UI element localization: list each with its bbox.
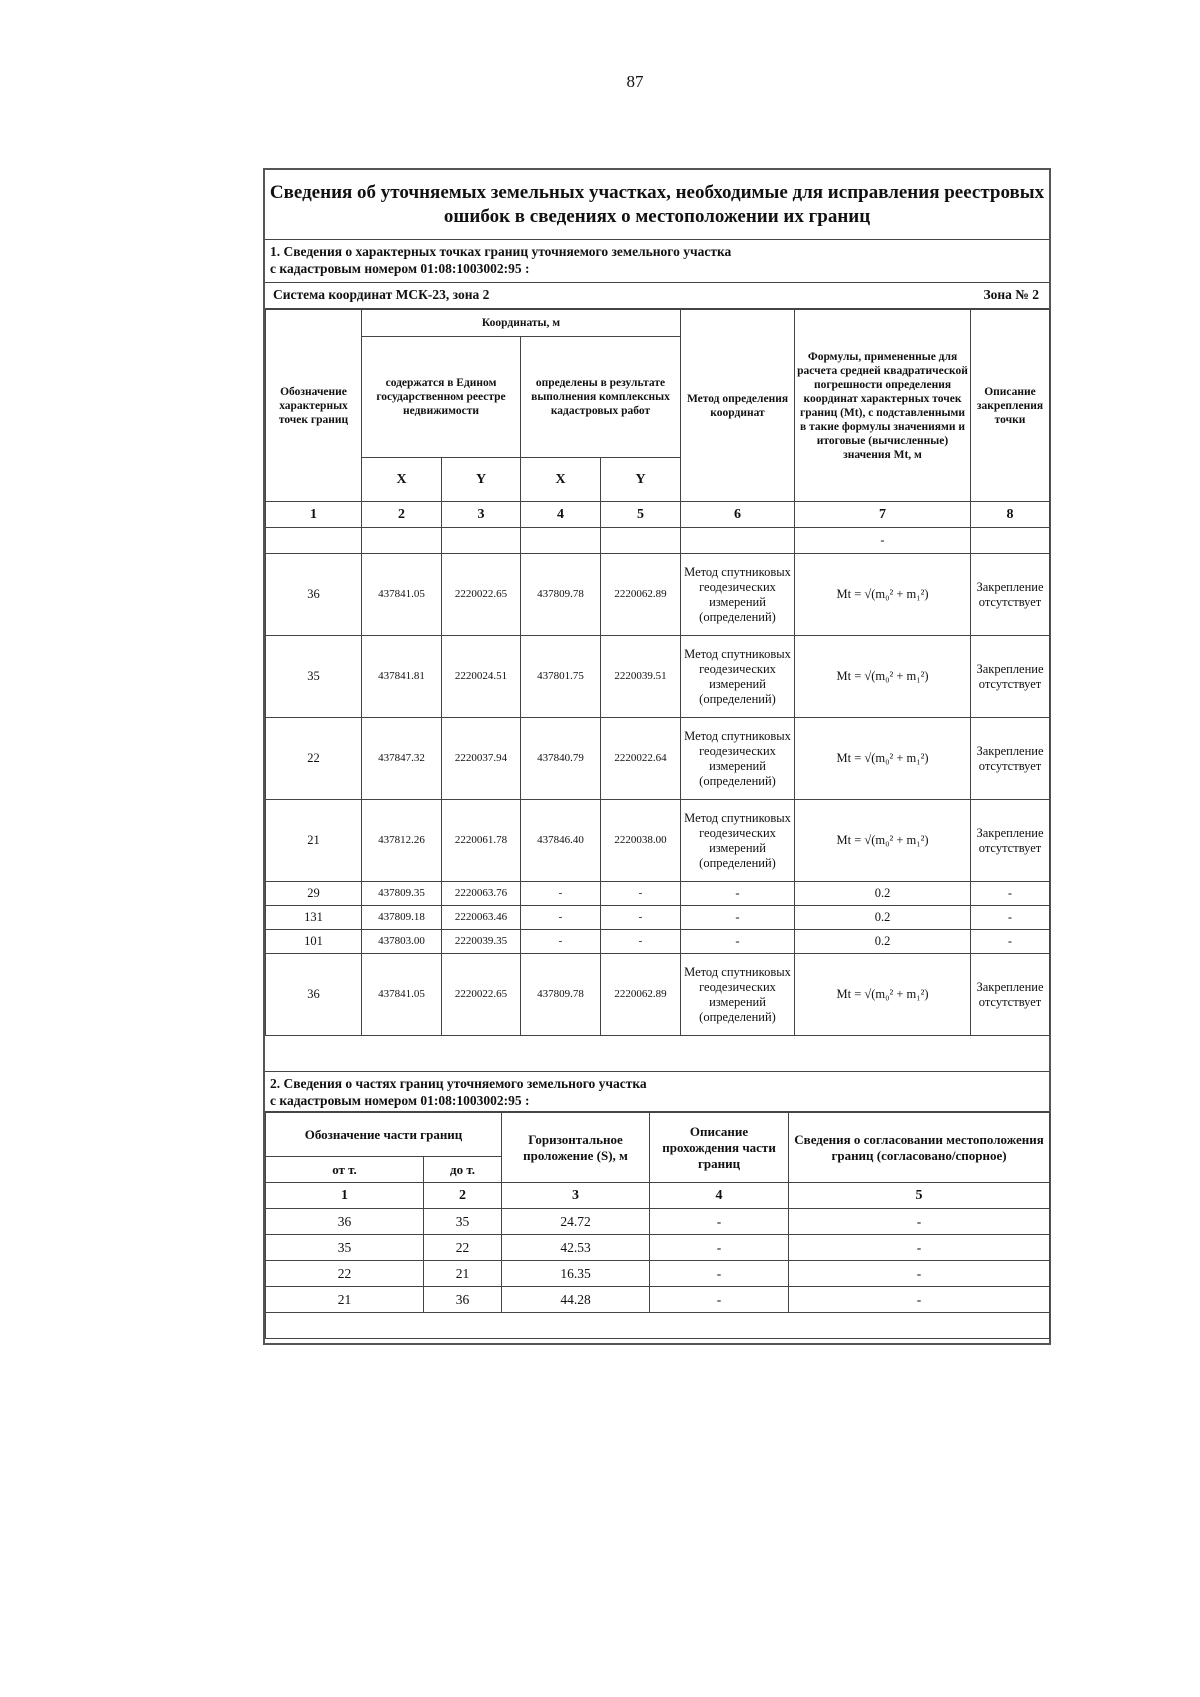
table-cell — [442, 528, 521, 554]
document-title: Сведения об уточняемых земельных участках, необходимые для исправления реестровых ошибок в сведениях о местоположении их границ — [265, 170, 1049, 240]
table-cell — [266, 528, 362, 554]
parts-table-body — [266, 1209, 1050, 1313]
column-number: 6 — [681, 502, 795, 528]
table-cell: 437841.05 — [362, 954, 442, 1036]
table-cell: - — [971, 906, 1050, 930]
document-frame — [263, 168, 1051, 1345]
table-cell: Метод спутниковых геодезических измерений (определений) — [681, 800, 795, 882]
table-cell: 44.28 — [502, 1287, 650, 1313]
table-cell: 0.2 — [795, 930, 971, 954]
column-number: 5 — [601, 502, 681, 528]
header-agreement: Сведения о согласовании местоположения границ (согласовано/спорное) — [789, 1113, 1050, 1183]
table-row — [266, 1235, 1050, 1261]
table-row-empty — [266, 1313, 1050, 1339]
table-cell: Mt = √(m₀² + m₁²) — [795, 954, 971, 1036]
table-cell: - — [971, 882, 1050, 906]
table-cell: 35 — [266, 636, 362, 718]
table-cell: 2220063.46 — [442, 906, 521, 930]
table-cell: - — [789, 1209, 1050, 1235]
header-method: Метод определения координат — [681, 310, 795, 502]
table-cell: 101 — [266, 930, 362, 954]
table-cell: Закрепление отсутствует — [971, 554, 1050, 636]
table-row — [266, 1261, 1050, 1287]
table-cell: 35 — [424, 1209, 502, 1235]
table-row — [266, 554, 1050, 636]
header-determined: определены в результате выполнения комплексных кадастровых работ — [521, 337, 681, 458]
table-row — [266, 906, 1050, 930]
coordinate-system: Система координат МСК-23, зона 2 — [273, 287, 490, 302]
coordinate-system-row — [265, 283, 1049, 309]
header-from: от т. — [266, 1157, 424, 1183]
column-number: 2 — [362, 502, 442, 528]
table-cell: - — [971, 930, 1050, 954]
table-cell: Закрепление отсутствует — [971, 718, 1050, 800]
table-cell: 35 — [266, 1235, 424, 1261]
table-cell: - — [650, 1209, 789, 1235]
table-cell: - — [795, 528, 971, 554]
table-cell: Закрепление отсутствует — [971, 954, 1050, 1036]
header-fixing: Описание закрепления точки — [971, 310, 1050, 502]
table-cell: 21 — [266, 800, 362, 882]
table-cell: Закрепление отсутствует — [971, 636, 1050, 718]
table-cell: - — [521, 906, 601, 930]
table-cell — [601, 528, 681, 554]
table-row — [266, 718, 1050, 800]
table-cell — [266, 1313, 1050, 1339]
table-cell: 29 — [266, 882, 362, 906]
header-y-registry: Y — [442, 458, 521, 502]
table-cell: 2220024.51 — [442, 636, 521, 718]
column-number: 8 — [971, 502, 1050, 528]
page-number: 87 — [626, 72, 644, 91]
table-cell: - — [601, 882, 681, 906]
table-cell: 437803.00 — [362, 930, 442, 954]
table-cell: 437841.81 — [362, 636, 442, 718]
table-cell: 437809.78 — [521, 554, 601, 636]
table-cell: - — [681, 882, 795, 906]
table-cell: Метод спутниковых геодезических измерений (определений) — [681, 718, 795, 800]
table-cell: 437809.35 — [362, 882, 442, 906]
table-cell: 16.35 — [502, 1261, 650, 1287]
column-number: 4 — [650, 1183, 789, 1209]
table-cell: - — [681, 930, 795, 954]
table-cell: 2220039.35 — [442, 930, 521, 954]
table-cell: 437840.79 — [521, 718, 601, 800]
column-number-row — [266, 1183, 1050, 1209]
header-to: до т. — [424, 1157, 502, 1183]
table-cell: Метод спутниковых геодезических измерений (определений) — [681, 954, 795, 1036]
table-cell: 0.2 — [795, 906, 971, 930]
table-cell: Закрепление отсутствует — [971, 800, 1050, 882]
table-cell: 2220022.65 — [442, 954, 521, 1036]
table-cell: 437801.75 — [521, 636, 601, 718]
column-number: 1 — [266, 1183, 424, 1209]
table-cell: 437809.78 — [521, 954, 601, 1036]
zone-label: Зона № 2 — [983, 287, 1039, 302]
table-cell — [362, 528, 442, 554]
header-description: Описание прохождения части границ — [650, 1113, 789, 1183]
column-number: 7 — [795, 502, 971, 528]
section1-heading — [265, 240, 1049, 283]
table-row — [266, 954, 1050, 1036]
table-cell: 36 — [266, 1209, 424, 1235]
column-number: 3 — [502, 1183, 650, 1209]
table-row — [266, 930, 1050, 954]
table-cell: - — [789, 1261, 1050, 1287]
table-cell: 437847.32 — [362, 718, 442, 800]
table-cell: 21 — [424, 1261, 502, 1287]
section2-heading-line1: 2. Сведения о частях границ уточняемого земельного участка — [270, 1076, 647, 1091]
table-cell: 2220039.51 — [601, 636, 681, 718]
table-row — [266, 800, 1050, 882]
table-cell: - — [601, 930, 681, 954]
header-x-registry: X — [362, 458, 442, 502]
parts-table — [265, 1112, 1050, 1339]
table-cell — [681, 528, 795, 554]
table-cell — [971, 528, 1050, 554]
table-row — [266, 636, 1050, 718]
header-part: Обозначение части границ — [266, 1113, 502, 1157]
table-cell: 2220022.65 — [442, 554, 521, 636]
table-cell: 22 — [266, 718, 362, 800]
table-cell: 2220038.00 — [601, 800, 681, 882]
table-cell: 131 — [266, 906, 362, 930]
table-row — [266, 1209, 1050, 1235]
table-cell: - — [789, 1235, 1050, 1261]
section1-heading-line2: с кадастровым номером 01:08:1003002:95 : — [270, 261, 530, 276]
table-cell: - — [650, 1287, 789, 1313]
table-cell: 42.53 — [502, 1235, 650, 1261]
header-coordinates: Координаты, м — [362, 310, 681, 337]
header-point: Обозначение характерных точек границ — [266, 310, 362, 502]
column-number: 4 — [521, 502, 601, 528]
header-x-determined: X — [521, 458, 601, 502]
table-cell: 2220062.89 — [601, 554, 681, 636]
table-cell: 2220061.78 — [442, 800, 521, 882]
column-number-row — [266, 502, 1050, 528]
header-formula: Формулы, примененные для расчета средней квадратической погрешности определения координат характерных точек границ (Mt), с подставленными в такие формулы значениями и итоговые (вычисленные) значения Mt, м — [795, 310, 971, 502]
header-y-determined: Y — [601, 458, 681, 502]
section2-heading — [265, 1071, 1049, 1112]
table-cell: 437846.40 — [521, 800, 601, 882]
table-cell: 2220022.64 — [601, 718, 681, 800]
table-cell: Метод спутниковых геодезических измерений (определений) — [681, 636, 795, 718]
section2-heading-line2: с кадастровым номером 01:08:1003002:95 : — [270, 1093, 530, 1108]
table-cell: - — [650, 1235, 789, 1261]
table-cell: 36 — [266, 954, 362, 1036]
table-cell: 2220037.94 — [442, 718, 521, 800]
table-cell: 0.2 — [795, 882, 971, 906]
table-cell: - — [789, 1287, 1050, 1313]
table-row-blank — [266, 528, 1050, 554]
table-cell: Mt = √(m₀² + m₁²) — [795, 554, 971, 636]
column-number: 1 — [266, 502, 362, 528]
table-cell: 2220062.89 — [601, 954, 681, 1036]
header-in-registry: содержатся в Едином государственном реестре недвижимости — [362, 337, 521, 458]
table-cell: Mt = √(m₀² + m₁²) — [795, 718, 971, 800]
table-cell: - — [521, 882, 601, 906]
points-table — [265, 309, 1050, 1036]
column-number: 2 — [424, 1183, 502, 1209]
table-cell: 437812.26 — [362, 800, 442, 882]
column-number: 3 — [442, 502, 521, 528]
table-cell: 36 — [266, 554, 362, 636]
table-cell: 437809.18 — [362, 906, 442, 930]
table-cell: - — [601, 906, 681, 930]
table-cell: 22 — [424, 1235, 502, 1261]
column-number: 5 — [789, 1183, 1050, 1209]
table-cell: 437841.05 — [362, 554, 442, 636]
table-cell: Mt = √(m₀² + m₁²) — [795, 636, 971, 718]
section1-heading-line1: 1. Сведения о характерных точках границ уточняемого земельного участка — [270, 244, 732, 259]
table-cell: 2220063.76 — [442, 882, 521, 906]
table-cell — [521, 528, 601, 554]
table-cell: - — [650, 1261, 789, 1287]
table-row — [266, 882, 1050, 906]
table-cell: 36 — [424, 1287, 502, 1313]
table-row — [266, 1287, 1050, 1313]
table-cell: 21 — [266, 1287, 424, 1313]
table-cell: - — [681, 906, 795, 930]
table-cell: 24.72 — [502, 1209, 650, 1235]
table-cell: Mt = √(m₀² + m₁²) — [795, 800, 971, 882]
header-distance: Горизонтальное проложение (S), м — [502, 1113, 650, 1183]
table-cell: - — [521, 930, 601, 954]
points-table-body — [266, 554, 1050, 1036]
table-cell: 22 — [266, 1261, 424, 1287]
table-cell: Метод спутниковых геодезических измерений (определений) — [681, 554, 795, 636]
